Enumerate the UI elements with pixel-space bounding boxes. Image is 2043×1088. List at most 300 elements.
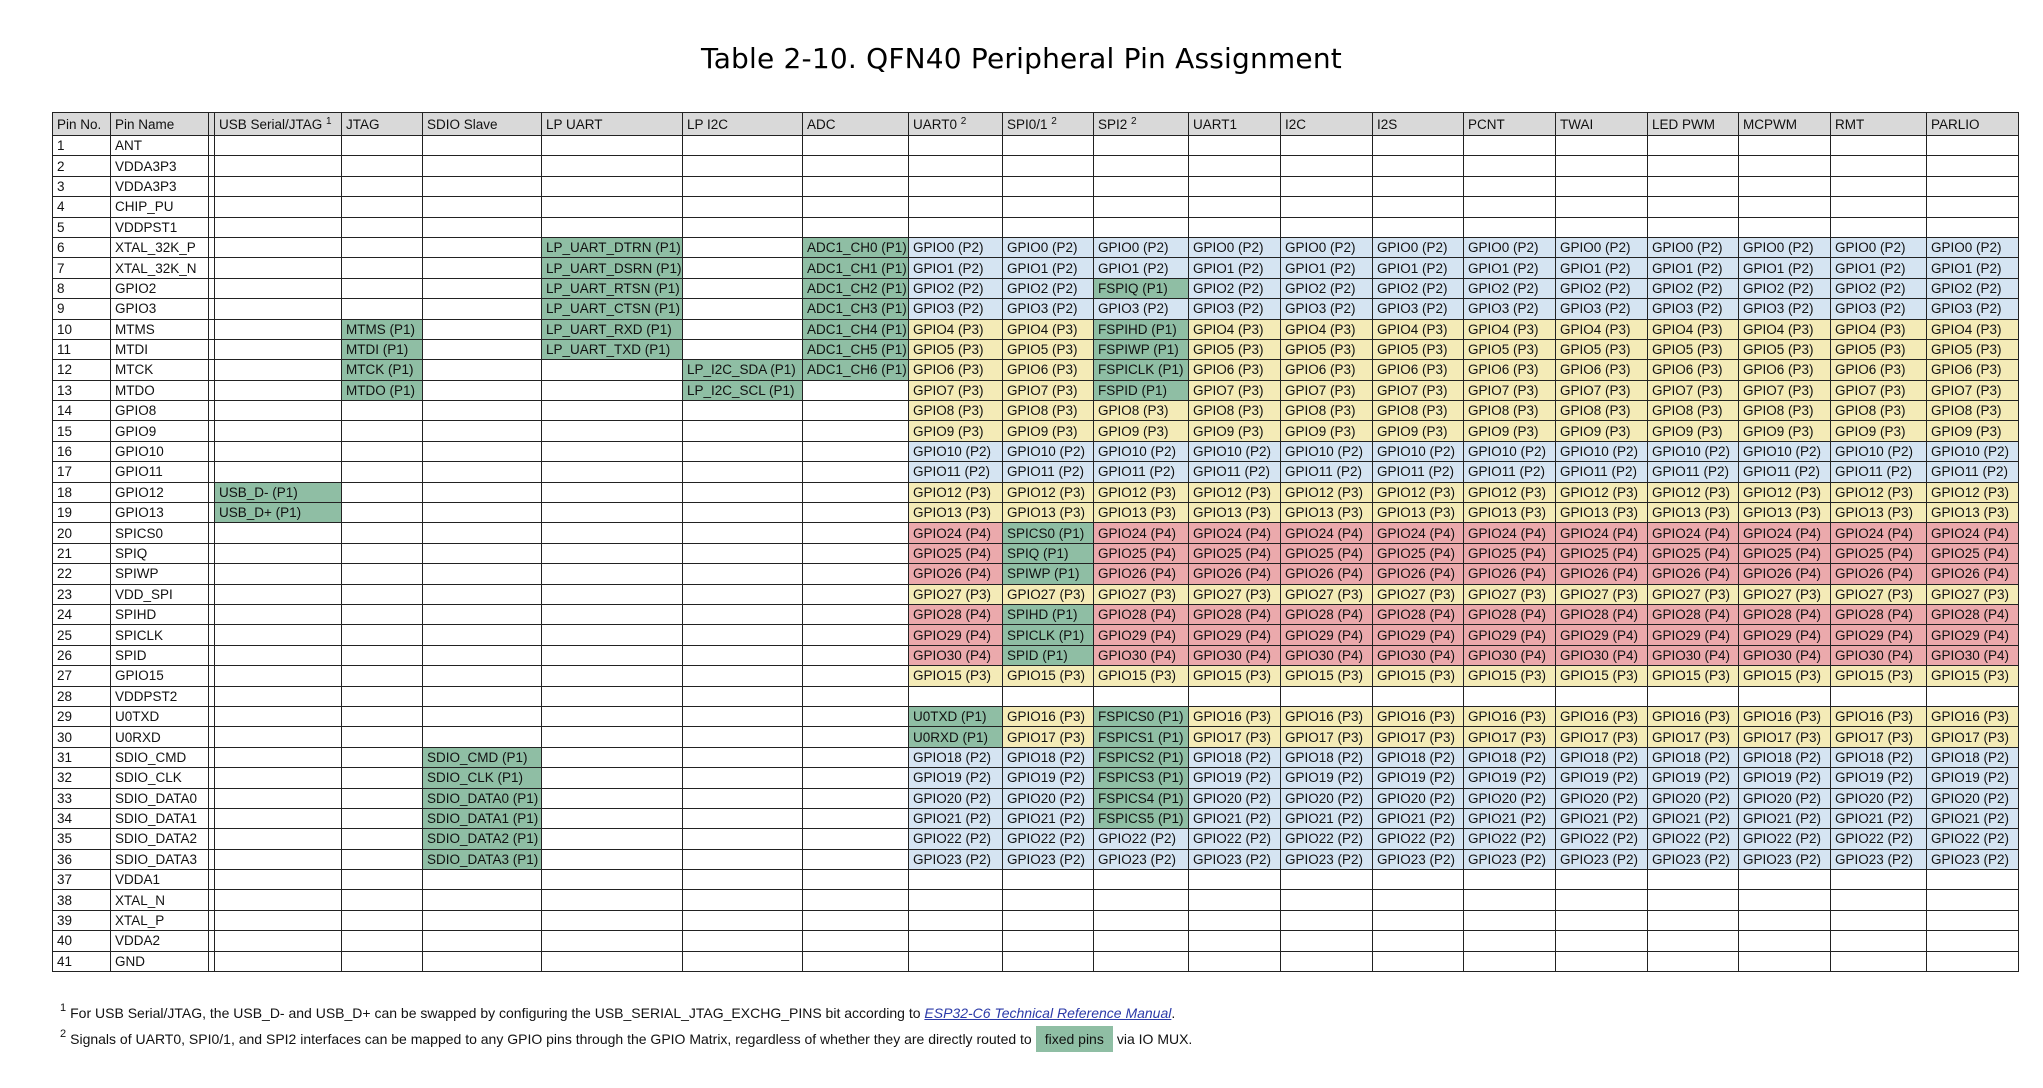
- pin-name-cell: MTCK: [111, 360, 209, 380]
- signal-cell-rmt: [1831, 156, 1927, 176]
- signal-cell-adc: ADC1_CH1 (P1): [803, 258, 909, 278]
- signal-cell-spi2: [1094, 910, 1189, 930]
- signal-cell-adc: [803, 625, 909, 645]
- table-row: [53, 727, 2019, 747]
- signal-cell-uart0: GPIO23 (P2): [909, 849, 1003, 869]
- signal-cell-spi2: GPIO11 (P2): [1094, 462, 1189, 482]
- signal-cell-uart0: GPIO0 (P2): [909, 237, 1003, 257]
- signal-cell-uart0: GPIO24 (P4): [909, 523, 1003, 543]
- signal-cell-lp-uart: LP_UART_TXD (P1): [542, 339, 683, 359]
- signal-cell-parlio: GPIO6 (P3): [1927, 360, 2019, 380]
- signal-cell-adc: [803, 543, 909, 563]
- signal-cell-usb-serial-jtag: [215, 299, 342, 319]
- pin-name-cell: GPIO12: [111, 482, 209, 502]
- table-row: [53, 421, 2019, 441]
- signal-cell-lp-i2c: LP_I2C_SCL (P1): [683, 380, 803, 400]
- signal-cell-pcnt: GPIO5 (P3): [1464, 339, 1556, 359]
- signal-cell-twai: GPIO9 (P3): [1556, 421, 1648, 441]
- signal-cell-i2s: [1373, 176, 1464, 196]
- signal-cell-i2c: GPIO12 (P3): [1281, 482, 1373, 502]
- table-row: [53, 706, 2019, 726]
- signal-cell-spi0-1: [1003, 951, 1094, 971]
- signal-cell-i2s: GPIO15 (P3): [1373, 666, 1464, 686]
- signal-cell-led-pwm: GPIO2 (P2): [1648, 278, 1739, 298]
- signal-cell-mcpwm: GPIO7 (P3): [1739, 380, 1831, 400]
- signal-cell-twai: [1556, 951, 1648, 971]
- signal-cell-spi0-1: [1003, 931, 1094, 951]
- signal-cell-spi2: GPIO15 (P3): [1094, 666, 1189, 686]
- signal-cell-pcnt: GPIO8 (P3): [1464, 401, 1556, 421]
- pin-number-cell: 33: [53, 788, 111, 808]
- column-header-sdio-slave: [423, 113, 542, 136]
- signal-cell-rmt: [1831, 176, 1927, 196]
- signal-cell-jtag: [342, 278, 423, 298]
- signal-cell-uart1: GPIO8 (P3): [1189, 401, 1281, 421]
- signal-cell-mcpwm: GPIO4 (P3): [1739, 319, 1831, 339]
- signal-cell-pcnt: GPIO20 (P2): [1464, 788, 1556, 808]
- signal-cell-uart0: GPIO1 (P2): [909, 258, 1003, 278]
- pin-name-cell: VDDA3P3: [111, 176, 209, 196]
- signal-cell-mcpwm: GPIO10 (P2): [1739, 441, 1831, 461]
- signal-cell-twai: GPIO23 (P2): [1556, 849, 1648, 869]
- signal-cell-pcnt: [1464, 197, 1556, 217]
- column-header-i2c: [1281, 113, 1373, 136]
- signal-cell-i2c: GPIO18 (P2): [1281, 747, 1373, 767]
- signal-cell-led-pwm: [1648, 870, 1739, 890]
- signal-cell-spi0-1: [1003, 156, 1094, 176]
- signal-cell-parlio: [1927, 136, 2019, 156]
- column-header-label: Pin No.: [57, 116, 102, 132]
- table-row: [53, 319, 2019, 339]
- signal-cell-spi0-1: GPIO22 (P2): [1003, 829, 1094, 849]
- signal-cell-uart1: GPIO1 (P2): [1189, 258, 1281, 278]
- pin-number-cell: 4: [53, 197, 111, 217]
- signal-cell-i2s: GPIO12 (P3): [1373, 482, 1464, 502]
- signal-cell-uart0: [909, 686, 1003, 706]
- pin-name-cell: GPIO9: [111, 421, 209, 441]
- signal-cell-lp-i2c: [683, 421, 803, 441]
- signal-cell-i2s: [1373, 951, 1464, 971]
- signal-cell-adc: [803, 584, 909, 604]
- footnotes: [60, 1000, 2010, 1052]
- signal-cell-mcpwm: [1739, 686, 1831, 706]
- signal-cell-twai: GPIO6 (P3): [1556, 360, 1648, 380]
- signal-cell-usb-serial-jtag: [215, 931, 342, 951]
- signal-cell-uart1: [1189, 931, 1281, 951]
- signal-cell-adc: ADC1_CH3 (P1): [803, 299, 909, 319]
- pin-number-cell: 29: [53, 706, 111, 726]
- signal-cell-jtag: [342, 768, 423, 788]
- signal-cell-sdio-slave: SDIO_DATA0 (P1): [423, 788, 542, 808]
- pin-number-cell: 17: [53, 462, 111, 482]
- signal-cell-twai: [1556, 197, 1648, 217]
- signal-cell-i2s: GPIO17 (P3): [1373, 727, 1464, 747]
- signal-cell-uart1: GPIO9 (P3): [1189, 421, 1281, 441]
- signal-cell-rmt: GPIO29 (P4): [1831, 625, 1927, 645]
- signal-cell-uart1: GPIO16 (P3): [1189, 706, 1281, 726]
- footnote-1-end: .: [1171, 1005, 1176, 1021]
- table-row: [53, 931, 2019, 951]
- signal-cell-jtag: [342, 543, 423, 563]
- signal-cell-mcpwm: GPIO24 (P4): [1739, 523, 1831, 543]
- signal-cell-i2c: GPIO17 (P3): [1281, 727, 1373, 747]
- pin-name-cell: GPIO8: [111, 401, 209, 421]
- pin-number-cell: 15: [53, 421, 111, 441]
- signal-cell-spi0-1: GPIO4 (P3): [1003, 319, 1094, 339]
- table-row: [53, 136, 2019, 156]
- signal-cell-jtag: [342, 604, 423, 624]
- signal-cell-lp-i2c: [683, 686, 803, 706]
- signal-cell-twai: GPIO30 (P4): [1556, 645, 1648, 665]
- footnote-1-number: 1: [60, 1002, 67, 1014]
- signal-cell-led-pwm: [1648, 136, 1739, 156]
- signal-cell-uart1: [1189, 686, 1281, 706]
- table-row: [53, 768, 2019, 788]
- signal-cell-lp-uart: [542, 666, 683, 686]
- signal-cell-led-pwm: GPIO29 (P4): [1648, 625, 1739, 645]
- table-row: [53, 564, 2019, 584]
- signal-cell-pcnt: [1464, 136, 1556, 156]
- signal-cell-uart1: GPIO26 (P4): [1189, 564, 1281, 584]
- signal-cell-sdio-slave: [423, 217, 542, 237]
- signal-cell-i2c: GPIO5 (P3): [1281, 339, 1373, 359]
- signal-cell-usb-serial-jtag: [215, 176, 342, 196]
- signal-cell-sdio-slave: [423, 686, 542, 706]
- signal-cell-spi0-1: GPIO5 (P3): [1003, 339, 1094, 359]
- signal-cell-jtag: MTCK (P1): [342, 360, 423, 380]
- signal-cell-mcpwm: GPIO28 (P4): [1739, 604, 1831, 624]
- signal-cell-i2s: GPIO9 (P3): [1373, 421, 1464, 441]
- signal-cell-jtag: [342, 706, 423, 726]
- signal-cell-uart1: GPIO30 (P4): [1189, 645, 1281, 665]
- signal-cell-spi2: FSPID (P1): [1094, 380, 1189, 400]
- signal-cell-pcnt: GPIO28 (P4): [1464, 604, 1556, 624]
- signal-cell-twai: GPIO3 (P2): [1556, 299, 1648, 319]
- signal-cell-adc: [803, 503, 909, 523]
- signal-cell-led-pwm: [1648, 156, 1739, 176]
- table-row: [53, 401, 2019, 421]
- column-header-label: ADC: [807, 116, 836, 132]
- signal-cell-spi0-1: GPIO17 (P3): [1003, 727, 1094, 747]
- signal-cell-twai: GPIO7 (P3): [1556, 380, 1648, 400]
- table-row: [53, 523, 2019, 543]
- signal-cell-usb-serial-jtag: [215, 747, 342, 767]
- signal-cell-lp-i2c: [683, 666, 803, 686]
- signal-cell-parlio: GPIO3 (P2): [1927, 299, 2019, 319]
- table-row: [53, 197, 2019, 217]
- column-header-label: PARLIO: [1931, 116, 1980, 132]
- signal-cell-lp-i2c: [683, 156, 803, 176]
- pin-name-cell: SPID: [111, 645, 209, 665]
- signal-cell-i2c: GPIO24 (P4): [1281, 523, 1373, 543]
- signal-cell-spi0-1: GPIO18 (P2): [1003, 747, 1094, 767]
- signal-cell-i2c: [1281, 870, 1373, 890]
- signal-cell-i2s: GPIO5 (P3): [1373, 339, 1464, 359]
- signal-cell-twai: GPIO27 (P3): [1556, 584, 1648, 604]
- signal-cell-led-pwm: GPIO30 (P4): [1648, 645, 1739, 665]
- signal-cell-pcnt: [1464, 890, 1556, 910]
- signal-cell-uart1: GPIO11 (P2): [1189, 462, 1281, 482]
- signal-cell-led-pwm: GPIO28 (P4): [1648, 604, 1739, 624]
- signal-cell-spi2: GPIO23 (P2): [1094, 849, 1189, 869]
- technical-reference-manual-link[interactable]: ESP32-C6 Technical Reference Manual: [924, 1005, 1172, 1021]
- signal-cell-uart0: GPIO27 (P3): [909, 584, 1003, 604]
- signal-cell-usb-serial-jtag: [215, 543, 342, 563]
- signal-cell-twai: GPIO1 (P2): [1556, 258, 1648, 278]
- signal-cell-lp-i2c: [683, 299, 803, 319]
- signal-cell-spi2: GPIO24 (P4): [1094, 523, 1189, 543]
- signal-cell-i2c: GPIO13 (P3): [1281, 503, 1373, 523]
- signal-cell-lp-uart: [542, 931, 683, 951]
- signal-cell-parlio: GPIO29 (P4): [1927, 625, 2019, 645]
- table-body: [53, 136, 2019, 972]
- signal-cell-led-pwm: GPIO15 (P3): [1648, 666, 1739, 686]
- pin-name-cell: XTAL_32K_N: [111, 258, 209, 278]
- column-header-pin-no: [53, 113, 111, 136]
- signal-cell-i2c: GPIO16 (P3): [1281, 706, 1373, 726]
- signal-cell-uart1: GPIO15 (P3): [1189, 666, 1281, 686]
- signal-cell-twai: GPIO22 (P2): [1556, 829, 1648, 849]
- signal-cell-rmt: GPIO25 (P4): [1831, 543, 1927, 563]
- signal-cell-rmt: GPIO0 (P2): [1831, 237, 1927, 257]
- pin-number-cell: 9: [53, 299, 111, 319]
- pin-number-cell: 3: [53, 176, 111, 196]
- signal-cell-rmt: GPIO8 (P3): [1831, 401, 1927, 421]
- table-row: [53, 299, 2019, 319]
- signal-cell-jtag: MTMS (P1): [342, 319, 423, 339]
- signal-cell-rmt: GPIO1 (P2): [1831, 258, 1927, 278]
- signal-cell-jtag: [342, 890, 423, 910]
- signal-cell-pcnt: GPIO6 (P3): [1464, 360, 1556, 380]
- signal-cell-pcnt: GPIO24 (P4): [1464, 523, 1556, 543]
- pin-name-cell: CHIP_PU: [111, 197, 209, 217]
- signal-cell-sdio-slave: [423, 401, 542, 421]
- signal-cell-twai: GPIO13 (P3): [1556, 503, 1648, 523]
- signal-cell-uart0: [909, 176, 1003, 196]
- signal-cell-adc: ADC1_CH2 (P1): [803, 278, 909, 298]
- table-row: [53, 278, 2019, 298]
- pin-number-cell: 11: [53, 339, 111, 359]
- signal-cell-rmt: GPIO10 (P2): [1831, 441, 1927, 461]
- pin-name-cell: GPIO13: [111, 503, 209, 523]
- pin-name-cell: SPICS0: [111, 523, 209, 543]
- signal-cell-usb-serial-jtag: [215, 380, 342, 400]
- signal-cell-lp-i2c: [683, 258, 803, 278]
- pin-number-cell: 10: [53, 319, 111, 339]
- signal-cell-uart1: [1189, 890, 1281, 910]
- signal-cell-sdio-slave: SDIO_DATA1 (P1): [423, 808, 542, 828]
- signal-cell-uart0: U0TXD (P1): [909, 706, 1003, 726]
- signal-cell-uart1: GPIO2 (P2): [1189, 278, 1281, 298]
- signal-cell-adc: [803, 951, 909, 971]
- signal-cell-i2c: [1281, 910, 1373, 930]
- signal-cell-spi0-1: [1003, 686, 1094, 706]
- signal-cell-usb-serial-jtag: [215, 890, 342, 910]
- signal-cell-parlio: GPIO12 (P3): [1927, 482, 2019, 502]
- signal-cell-uart0: [909, 951, 1003, 971]
- signal-cell-uart1: [1189, 176, 1281, 196]
- signal-cell-twai: GPIO26 (P4): [1556, 564, 1648, 584]
- signal-cell-sdio-slave: [423, 890, 542, 910]
- signal-cell-spi0-1: [1003, 910, 1094, 930]
- signal-cell-lp-uart: [542, 870, 683, 890]
- signal-cell-sdio-slave: [423, 543, 542, 563]
- signal-cell-lp-i2c: LP_I2C_SDA (P1): [683, 360, 803, 380]
- signal-cell-parlio: GPIO13 (P3): [1927, 503, 2019, 523]
- column-header-pcnt: [1464, 113, 1556, 136]
- signal-cell-usb-serial-jtag: [215, 951, 342, 971]
- signal-cell-parlio: GPIO27 (P3): [1927, 584, 2019, 604]
- signal-cell-lp-i2c: [683, 931, 803, 951]
- signal-cell-uart1: GPIO28 (P4): [1189, 604, 1281, 624]
- signal-cell-jtag: [342, 176, 423, 196]
- signal-cell-pcnt: GPIO29 (P4): [1464, 625, 1556, 645]
- signal-cell-twai: GPIO5 (P3): [1556, 339, 1648, 359]
- signal-cell-parlio: [1927, 156, 2019, 176]
- signal-cell-rmt: GPIO23 (P2): [1831, 849, 1927, 869]
- signal-cell-uart1: [1189, 951, 1281, 971]
- signal-cell-adc: [803, 523, 909, 543]
- signal-cell-led-pwm: GPIO17 (P3): [1648, 727, 1739, 747]
- signal-cell-usb-serial-jtag: [215, 768, 342, 788]
- signal-cell-uart0: GPIO11 (P2): [909, 462, 1003, 482]
- pin-number-cell: 26: [53, 645, 111, 665]
- signal-cell-i2c: GPIO29 (P4): [1281, 625, 1373, 645]
- signal-cell-sdio-slave: [423, 421, 542, 441]
- signal-cell-twai: GPIO29 (P4): [1556, 625, 1648, 645]
- column-header-usb-serial-jtag: [215, 113, 342, 136]
- signal-cell-uart0: [909, 156, 1003, 176]
- signal-cell-spi2: [1094, 217, 1189, 237]
- signal-cell-jtag: [342, 931, 423, 951]
- signal-cell-mcpwm: [1739, 217, 1831, 237]
- column-header-label: PCNT: [1468, 116, 1505, 132]
- table-title: Table 2-10. QFN40 Peripheral Pin Assignment: [701, 42, 1342, 75]
- signal-cell-sdio-slave: [423, 278, 542, 298]
- signal-cell-uart1: GPIO10 (P2): [1189, 441, 1281, 461]
- signal-cell-spi2: FSPICS3 (P1): [1094, 768, 1189, 788]
- signal-cell-mcpwm: GPIO17 (P3): [1739, 727, 1831, 747]
- signal-cell-pcnt: GPIO25 (P4): [1464, 543, 1556, 563]
- pin-number-cell: 12: [53, 360, 111, 380]
- signal-cell-sdio-slave: [423, 564, 542, 584]
- signal-cell-mcpwm: [1739, 136, 1831, 156]
- signal-cell-led-pwm: GPIO23 (P2): [1648, 849, 1739, 869]
- signal-cell-rmt: GPIO13 (P3): [1831, 503, 1927, 523]
- signal-cell-spi2: GPIO9 (P3): [1094, 421, 1189, 441]
- signal-cell-i2c: GPIO15 (P3): [1281, 666, 1373, 686]
- signal-cell-parlio: GPIO17 (P3): [1927, 727, 2019, 747]
- signal-cell-adc: [803, 401, 909, 421]
- signal-cell-pcnt: [1464, 176, 1556, 196]
- signal-cell-spi2: GPIO13 (P3): [1094, 503, 1189, 523]
- signal-cell-i2s: [1373, 931, 1464, 951]
- signal-cell-usb-serial-jtag: [215, 625, 342, 645]
- signal-cell-sdio-slave: [423, 462, 542, 482]
- column-header-led-pwm: [1648, 113, 1739, 136]
- signal-cell-rmt: [1831, 197, 1927, 217]
- signal-cell-mcpwm: GPIO1 (P2): [1739, 258, 1831, 278]
- signal-cell-spi0-1: GPIO10 (P2): [1003, 441, 1094, 461]
- signal-cell-spi2: [1094, 197, 1189, 217]
- signal-cell-lp-uart: [542, 462, 683, 482]
- signal-cell-jtag: [342, 910, 423, 930]
- signal-cell-pcnt: [1464, 870, 1556, 890]
- signal-cell-mcpwm: GPIO30 (P4): [1739, 645, 1831, 665]
- signal-cell-parlio: GPIO21 (P2): [1927, 808, 2019, 828]
- signal-cell-pcnt: GPIO27 (P3): [1464, 584, 1556, 604]
- signal-cell-spi0-1: [1003, 136, 1094, 156]
- signal-cell-adc: ADC1_CH6 (P1): [803, 360, 909, 380]
- signal-cell-i2s: GPIO2 (P2): [1373, 278, 1464, 298]
- signal-cell-usb-serial-jtag: [215, 584, 342, 604]
- pin-name-cell: SPICLK: [111, 625, 209, 645]
- pin-name-cell: SDIO_DATA3: [111, 849, 209, 869]
- signal-cell-jtag: [342, 421, 423, 441]
- signal-cell-sdio-slave: [423, 523, 542, 543]
- table-row: [53, 503, 2019, 523]
- pin-assignment-table: [52, 112, 2019, 972]
- signal-cell-parlio: GPIO4 (P3): [1927, 319, 2019, 339]
- column-header-label: RMT: [1835, 116, 1865, 132]
- signal-cell-pcnt: GPIO23 (P2): [1464, 849, 1556, 869]
- signal-cell-led-pwm: GPIO26 (P4): [1648, 564, 1739, 584]
- signal-cell-i2c: GPIO10 (P2): [1281, 441, 1373, 461]
- pin-name-cell: VDDPST2: [111, 686, 209, 706]
- signal-cell-spi0-1: SPICLK (P1): [1003, 625, 1094, 645]
- signal-cell-lp-i2c: [683, 136, 803, 156]
- pin-number-cell: 18: [53, 482, 111, 502]
- signal-cell-uart1: GPIO29 (P4): [1189, 625, 1281, 645]
- signal-cell-pcnt: GPIO30 (P4): [1464, 645, 1556, 665]
- signal-cell-led-pwm: [1648, 217, 1739, 237]
- signal-cell-uart1: GPIO19 (P2): [1189, 768, 1281, 788]
- signal-cell-lp-uart: [542, 604, 683, 624]
- signal-cell-lp-uart: [542, 564, 683, 584]
- signal-cell-sdio-slave: [423, 931, 542, 951]
- pin-name-cell: VDDA2: [111, 931, 209, 951]
- signal-cell-lp-uart: [542, 706, 683, 726]
- signal-cell-i2s: GPIO29 (P4): [1373, 625, 1464, 645]
- signal-cell-led-pwm: [1648, 910, 1739, 930]
- signal-cell-usb-serial-jtag: [215, 339, 342, 359]
- signal-cell-lp-i2c: [683, 564, 803, 584]
- pin-name-cell: VDD_SPI: [111, 584, 209, 604]
- signal-cell-mcpwm: GPIO0 (P2): [1739, 237, 1831, 257]
- signal-cell-usb-serial-jtag: [215, 523, 342, 543]
- signal-cell-sdio-slave: [423, 339, 542, 359]
- signal-cell-spi0-1: SPICS0 (P1): [1003, 523, 1094, 543]
- signal-cell-spi2: GPIO26 (P4): [1094, 564, 1189, 584]
- table-row: [53, 360, 2019, 380]
- signal-cell-spi2: GPIO30 (P4): [1094, 645, 1189, 665]
- signal-cell-uart0: [909, 870, 1003, 890]
- signal-cell-spi0-1: GPIO12 (P3): [1003, 482, 1094, 502]
- signal-cell-spi2: GPIO1 (P2): [1094, 258, 1189, 278]
- signal-cell-pcnt: GPIO0 (P2): [1464, 237, 1556, 257]
- signal-cell-lp-uart: [542, 645, 683, 665]
- signal-cell-rmt: GPIO11 (P2): [1831, 462, 1927, 482]
- signal-cell-rmt: GPIO27 (P3): [1831, 584, 1927, 604]
- signal-cell-pcnt: GPIO9 (P3): [1464, 421, 1556, 441]
- signal-cell-i2s: [1373, 217, 1464, 237]
- signal-cell-i2s: GPIO3 (P2): [1373, 299, 1464, 319]
- column-header-pin-name: [111, 113, 209, 136]
- signal-cell-i2s: GPIO10 (P2): [1373, 441, 1464, 461]
- signal-cell-spi2: FSPICS0 (P1): [1094, 706, 1189, 726]
- signal-cell-i2c: [1281, 156, 1373, 176]
- signal-cell-lp-i2c: [683, 523, 803, 543]
